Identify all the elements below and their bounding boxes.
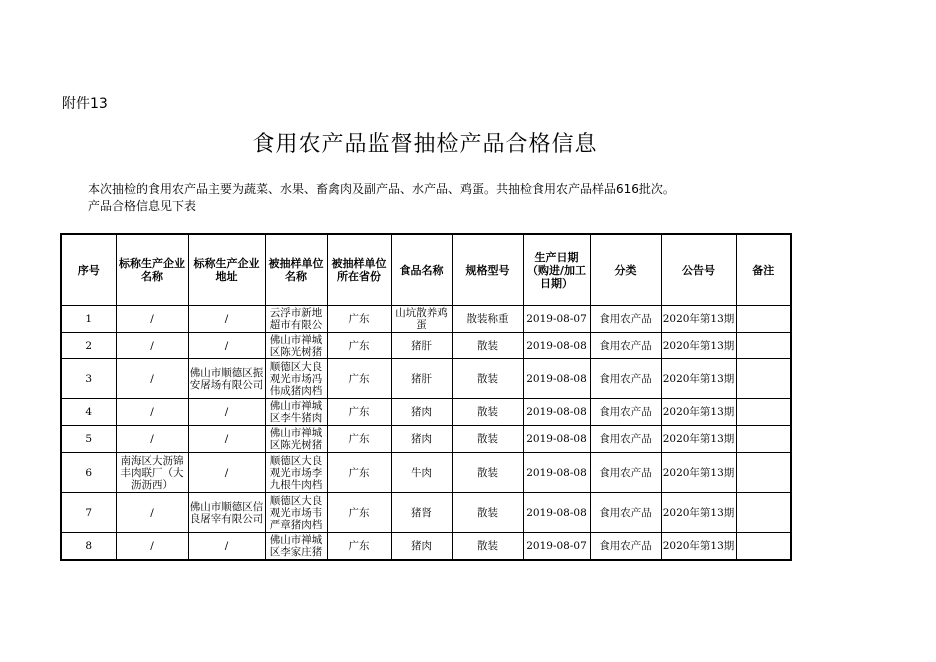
table-cell: / [116,306,188,333]
table-cell [736,333,791,359]
intro-paragraph [88,181,748,215]
table-cell: / [116,359,188,399]
table-cell: 2019-08-08 [523,493,590,533]
table-cell: / [116,333,188,359]
table-cell: 2020年第13期 [661,359,736,399]
table-cell: 5 [61,426,116,453]
table-cell: 6 [61,453,116,493]
table-cell [736,359,791,399]
table-cell: / [116,493,188,533]
table-cell: 顺德区大良观光市场韦严章猪肉档 [265,493,327,533]
table-cell: 猪肉 [391,426,452,453]
table-row [61,426,791,453]
table-cell: / [188,453,265,493]
table-cell [736,426,791,453]
table-cell: 散装 [452,426,523,453]
table-cell: 南海区大沥锦丰肉联厂（大沥沥西） [116,453,188,493]
table-cell: 散装 [452,453,523,493]
table-cell: 广东 [327,399,391,426]
table-cell: 2019-08-08 [523,399,590,426]
document-title: 食用农产品监督抽检产品合格信息 [252,132,598,157]
table-cell: 佛山市顺德区振安屠场有限公司 [188,359,265,399]
table-cell: / [116,533,188,560]
intro-line-1: 本次抽检的食用农产品主要为蔬菜、水果、畜禽肉及副产品、水产品、鸡蛋。共抽检食用农产品样品616批次。 [88,182,675,196]
table-row [61,333,791,359]
table-row [61,359,791,399]
table-header-row [61,234,791,306]
table-cell: 2019-08-08 [523,453,590,493]
table-cell: 食用农产品 [590,453,661,493]
table-cell: 猪肉 [391,399,452,426]
table-row [61,453,791,493]
table-cell: / [188,399,265,426]
table-cell: 7 [61,493,116,533]
table-cell: 散装 [452,533,523,560]
table-cell: 佛山市顺德区信良屠宰有限公司 [188,493,265,533]
table-cell: 8 [61,533,116,560]
table-cell [736,306,791,333]
table-cell: 食用农产品 [590,399,661,426]
table-cell: 2020年第13期 [661,453,736,493]
table-cell: 散装称重 [452,306,523,333]
table-cell: 顺德区大良观光市场冯伟成猪肉档 [265,359,327,399]
table-cell: 广东 [327,306,391,333]
table-cell [736,453,791,493]
table-cell: 猪肉 [391,533,452,560]
table-cell: 散装 [452,359,523,399]
table-row [61,533,791,560]
intro-line-2: 产品合格信息见下表 [88,199,197,213]
table-row [61,493,791,533]
table-cell: 2019-08-08 [523,426,590,453]
table-cell [736,533,791,560]
table-row [61,399,791,426]
product-table [60,233,792,561]
table-cell: 猪肝 [391,333,452,359]
table-cell: 山坑散养鸡蛋 [391,306,452,333]
column-header: 序号 [61,234,116,306]
table-cell: 广东 [327,333,391,359]
table-cell: 佛山市禅城区陈光树猪 [265,426,327,453]
table-cell: 散装 [452,333,523,359]
table-cell: 2019-08-08 [523,359,590,399]
table-cell: 广东 [327,493,391,533]
table-cell: 1 [61,306,116,333]
table-cell: 散装 [452,493,523,533]
table-cell: 食用农产品 [590,306,661,333]
table-cell: 2019-08-07 [523,306,590,333]
table-cell: 3 [61,359,116,399]
table-row [61,306,791,333]
table-cell: / [116,426,188,453]
table-cell: 广东 [327,533,391,560]
column-header: 生产日期（购进/加工日期） [523,234,590,306]
table-cell: 2019-08-07 [523,533,590,560]
table-cell: 佛山市禅城区李牛猪肉 [265,399,327,426]
table-cell: 2019-08-08 [523,333,590,359]
table-cell: 2020年第13期 [661,426,736,453]
table-cell: / [116,399,188,426]
table-cell: 牛肉 [391,453,452,493]
table-cell: / [188,306,265,333]
column-header: 标称生产企业地址 [188,234,265,306]
table-cell: 顺德区大良观光市场李九根牛肉档 [265,453,327,493]
table-cell: 佛山市禅城区陈光树猪 [265,333,327,359]
table-cell: 食用农产品 [590,359,661,399]
table-cell: 2 [61,333,116,359]
table-cell: / [188,333,265,359]
table-cell: 食用农产品 [590,493,661,533]
column-header: 公告号 [661,234,736,306]
table-cell: 4 [61,399,116,426]
table-cell [736,493,791,533]
table-cell: 猪肝 [391,359,452,399]
table-cell: 广东 [327,359,391,399]
column-header: 分类 [590,234,661,306]
table-cell: 食用农产品 [590,333,661,359]
table-cell: 食用农产品 [590,426,661,453]
column-header: 标称生产企业名称 [116,234,188,306]
table-cell: 广东 [327,426,391,453]
table-cell: 猪肾 [391,493,452,533]
table-cell: 散装 [452,399,523,426]
column-header: 被抽样单位名称 [265,234,327,306]
column-header: 食品名称 [391,234,452,306]
table-cell: 2020年第13期 [661,493,736,533]
table-cell: 食用农产品 [590,533,661,560]
attachment-label: 附件13 [62,96,108,112]
table-cell: 2020年第13期 [661,333,736,359]
table-cell: / [188,426,265,453]
column-header: 规格型号 [452,234,523,306]
table-cell: 广东 [327,453,391,493]
table-cell: / [188,533,265,560]
table-cell: 2020年第13期 [661,533,736,560]
table-cell: 云浮市新地超市有限公 [265,306,327,333]
table-cell: 2020年第13期 [661,306,736,333]
table-cell [736,399,791,426]
table-cell: 2020年第13期 [661,399,736,426]
column-header: 备注 [736,234,791,306]
table-cell: 佛山市禅城区李家庄猪 [265,533,327,560]
column-header: 被抽样单位所在省份 [327,234,391,306]
